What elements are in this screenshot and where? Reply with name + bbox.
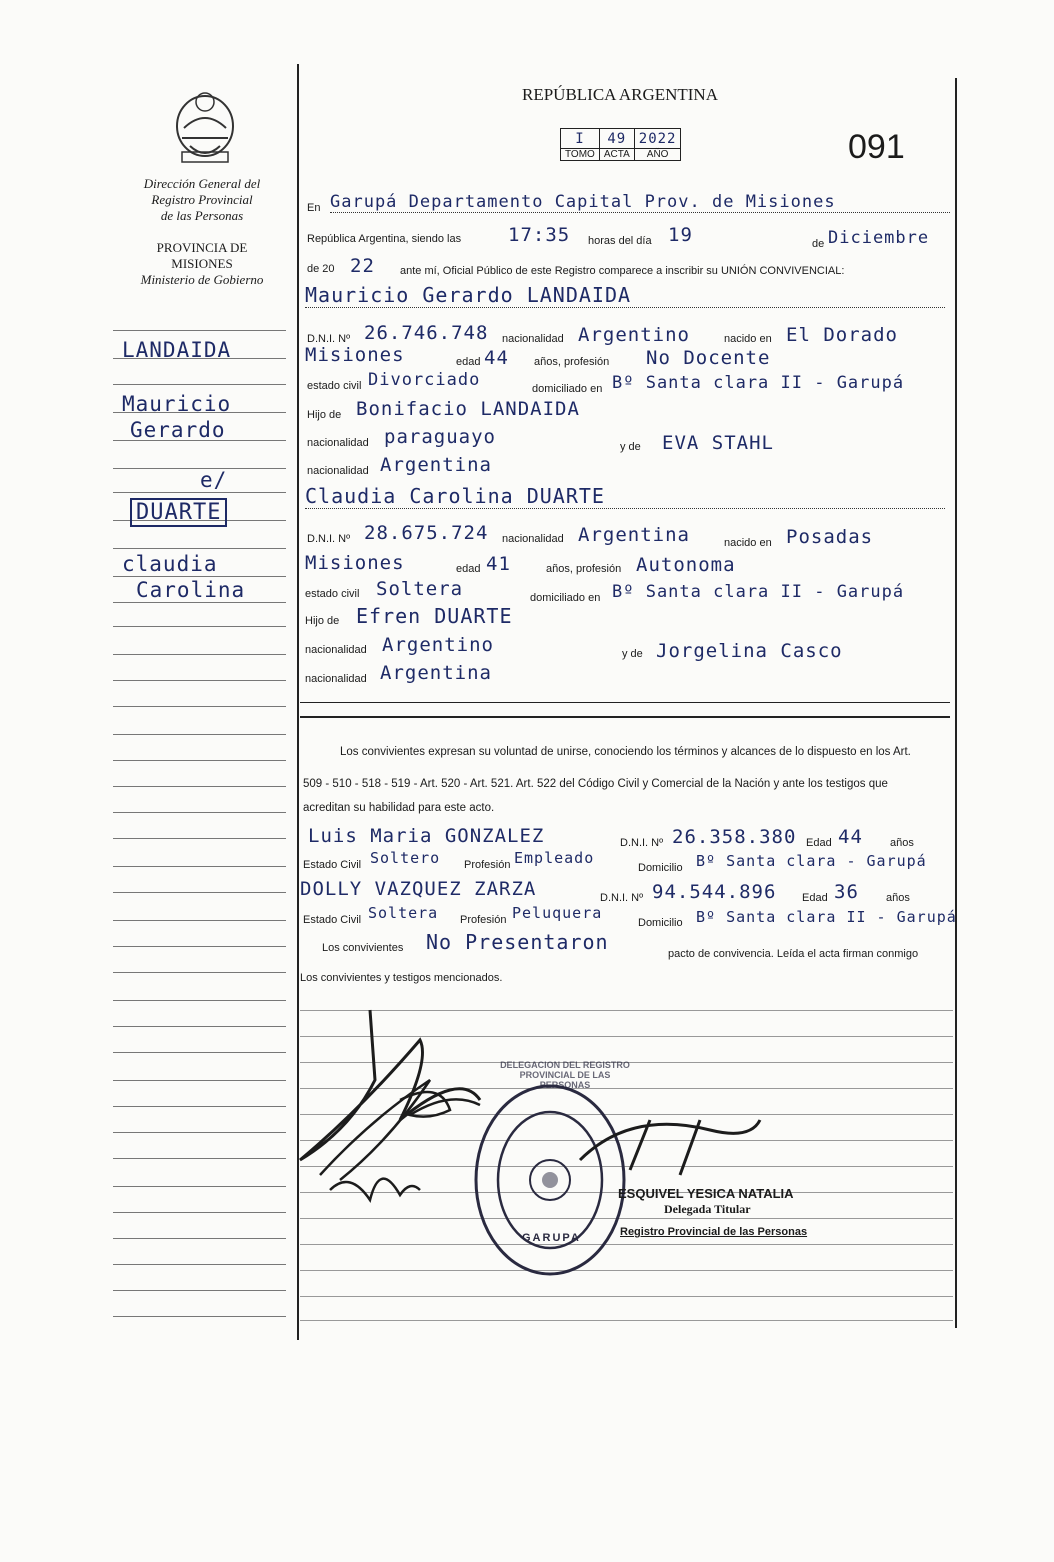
p1-age: 44 [484,347,509,369]
coat-of-arms-logo [170,88,240,168]
acta-label: ACTA [599,149,634,161]
month-value: Diciembre [828,228,930,248]
official-signature [570,1100,770,1180]
official-office: Registro Provincial de las Personas [620,1226,808,1238]
p2-address: Bº Santa clara II - Garupá [612,582,905,602]
pacto-text: pacto de convivencia. Leída el acta firman conmigo [668,948,919,960]
sidebar-name-6: claudia [122,552,218,576]
w2-prof-label: Profesión [460,914,507,926]
p2-hijo-label: Hijo de [305,615,340,627]
official-name: ESQUIVEL YESICA NATALIA [618,1186,794,1201]
republica-label: República Argentina, siendo las [307,233,462,245]
org-line3: de las Personas [160,208,244,223]
year-value: 22 [350,255,375,277]
p1-dni-label: D.N.I. Nº [307,333,351,345]
place-value: Garupá Departamento Capital Prov. de Misiones [330,192,950,213]
p1-hijo-label: Hijo de [307,409,342,421]
sidebar-name-5: DUARTE [130,498,227,527]
p1-birthplace: El Dorado [786,324,898,346]
closing-line2: Los convivientes y testigos mencionados. [300,972,503,984]
p2-age: 41 [486,553,511,575]
body-para-2: 509 - 510 - 518 - 519 - Art. 520 - Art. 521. Art. 522 del Código Civil y Comercial de la Nación y ante los testigos que [303,778,888,790]
p2-edad-label: edad [456,563,481,575]
w2-dom-label: Domicilio [638,917,683,929]
official-title: Delegada Titular [664,1202,751,1216]
p1-father-nat-label: nacionalidad [307,437,369,449]
w1-dom-label: Domicilio [638,862,683,874]
p1-father-nat: paraguayo [384,426,496,448]
day-value: 19 [668,224,693,246]
p2-mother-nat: Argentina [380,662,492,684]
p2-nac-label: nacionalidad [502,533,564,545]
p2-mother: Jorgelina Casco [656,640,843,662]
sidebar-name-2: Mauricio [122,392,232,416]
p1-dni: 26.746.748 [364,322,489,344]
de-label: de [812,238,825,250]
w2-dni: 94.544.896 [652,881,777,903]
p1-civil-label: estado civil [307,380,362,392]
w1-civil: Soltero [370,849,441,867]
w1-prof-label: Profesión [464,859,511,871]
ministry: Ministerio de Gobierno [140,272,264,287]
w1-profession: Empleado [514,849,595,867]
conv-label: Los convivientes [322,942,404,954]
sidebar-name-1: LANDAIDA [122,338,232,362]
p2-civil-label: estado civil [305,588,360,600]
p2-dni: 28.675.724 [364,522,489,544]
p2-birthplace: Posadas [786,526,874,548]
sidebar-name-3: Gerardo [130,418,226,442]
p2-birthplace2: Misiones [305,552,405,574]
p2-civil: Soltera [376,578,464,600]
en-label: En [307,202,321,214]
w2-civil: Soltera [368,904,439,922]
w1-anos-label: años [890,837,914,849]
w1-age: 44 [838,826,863,848]
sidebar-name-7: Carolina [136,578,246,602]
p2-nacido-label: nacido en [724,537,772,549]
p1-edad-label: edad [456,356,481,368]
w2-age: 36 [834,881,859,903]
w1-edad-label: Edad [806,837,832,849]
w2-civil-label: Estado Civil [303,914,362,926]
tomo-value: I [561,129,600,149]
person1-name: Mauricio Gerardo LANDAIDA [305,283,945,308]
w1-address: Bº Santa clara - Garupá [696,852,927,870]
sidebar-name-4: e/ [200,468,228,492]
right-border-line [955,78,957,1328]
seal-ring-text: DELEGACION DEL REGISTRO PROVINCIAL DE LAS PERSONAS [500,1060,630,1090]
body-para-3: acreditan su habilidad para este acto. [303,802,495,814]
anio-label: AÑO [634,149,681,161]
year-label: de 20 [307,263,335,275]
acta-value: 49 [599,129,634,149]
sidebar-org [118,176,286,224]
p1-anos-label: años, profesión [534,356,610,368]
p1-nac-label: nacionalidad [502,333,564,345]
p2-dni-label: D.N.I. Nº [307,533,351,545]
p1-mother: EVA STAHL [662,432,774,454]
person2-name: Claudia Carolina DUARTE [305,484,945,509]
w2-edad-label: Edad [802,892,828,904]
p1-profession: No Docente [646,347,771,369]
p2-dom-label: domiciliado en [530,592,601,604]
w2-profession: Peluquera [512,904,603,922]
org-line2: Registro Provincial [151,192,253,207]
w2-name: DOLLY VAZQUEZ ZARZA [300,878,537,900]
country-header: REPÚBLICA ARGENTINA [522,85,718,104]
w1-name: Luis Maria GONZALEZ [308,825,545,847]
w2-address: Bº Santa clara II - Garupá [696,908,957,926]
province-line2: MISIONES [171,256,233,271]
p1-birthplace2: Misiones [305,344,405,366]
seal-city: GARUPA [522,1232,581,1244]
p2-profession: Autonoma [636,554,736,576]
p2-father-nat: Argentino [382,634,494,656]
p1-yde-label: y de [620,441,641,453]
p1-mother-nat: Argentina [380,454,492,476]
p2-anos-label: años, profesión [546,563,622,575]
time-value: 17:35 [508,224,571,246]
p1-nacido-label: nacido en [724,333,772,345]
w2-dni-label: D.N.I. Nº [600,892,644,904]
p1-address: Bº Santa clara II - Garupá [612,373,905,393]
w1-dni-label: D.N.I. Nº [620,837,664,849]
p1-father: Bonifacio LANDAIDA [356,398,580,420]
sidebar-province [118,240,286,288]
acta-box [560,128,681,161]
p1-dom-label: domiciliado en [532,383,603,395]
acta-number: 091 [848,128,905,166]
p1-nationality: Argentino [578,324,690,346]
p1-civil: Divorciado [368,370,481,390]
p2-mother-nat-label: nacionalidad [305,673,367,685]
anio-value: 2022 [634,129,681,149]
tomo-label: TOMO [561,149,600,161]
p1-mother-nat-label: nacionalidad [307,465,369,477]
p2-nationality: Argentina [578,524,690,546]
horas-label: horas del día [588,235,652,247]
section-divider-1 [300,702,950,703]
pacto-value: No Presentaron [426,930,609,954]
statement: ante mí, Oficial Público de este Registro comparece a inscribir su UNIÓN CONVIVENCIAL: [400,265,845,277]
p2-father: Efren DUARTE [356,604,513,628]
section-divider-2 [300,716,950,718]
p2-father-nat-label: nacionalidad [305,644,367,656]
body-para-1: Los convivientes expresan su voluntad de unirse, conociendo los términos y alcances de lo dispuesto en los Art. [340,746,911,758]
w1-civil-label: Estado Civil [303,859,362,871]
w1-dni: 26.358.380 [672,826,797,848]
org-line1: Dirección General del [143,176,261,191]
w2-anos-label: años [886,892,910,904]
p2-yde-label: y de [622,648,643,660]
province-line1: PROVINCIA DE [156,240,248,255]
